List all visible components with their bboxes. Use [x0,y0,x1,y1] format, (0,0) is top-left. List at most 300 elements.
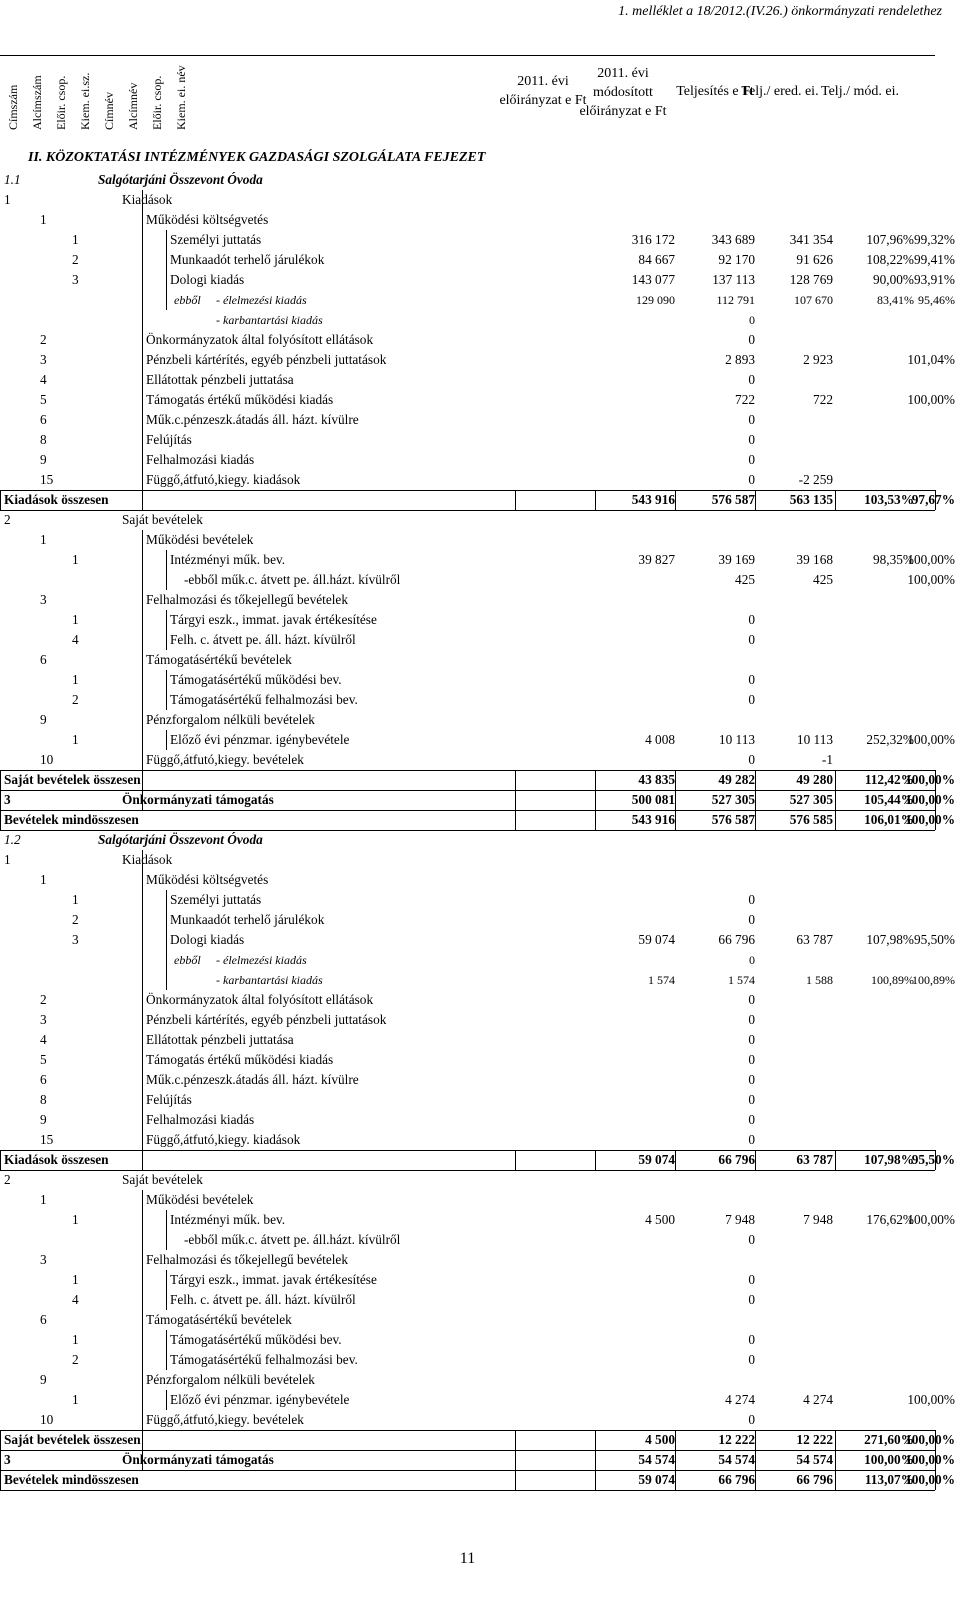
table-rule [0,1490,935,1491]
row-eredeti: 4 500 [645,1432,675,1447]
table-gridline [142,530,143,810]
table-row [0,250,955,270]
row-eloir-csop: 10 [40,1412,54,1427]
row-label: Felhalmozási és tőkejellegű bevételek [146,1252,348,1267]
row-eloir-csop: 1 [40,212,47,227]
table-row [0,490,955,510]
row-eloir-csop: 9 [40,452,47,467]
row-modositott: 39 169 [718,552,755,567]
table-row [0,1110,935,1130]
row-modositott: 66 796 [718,932,755,947]
row-label: Bevételek mindösszesen [4,812,139,827]
row-label: Támogatásértékű működési bev. [170,1332,342,1347]
table-row [0,770,955,790]
table-rule [0,1150,935,1151]
table-row [0,1450,955,1470]
row-telj-ered: 252,32% [866,732,914,747]
table-gridline [142,850,143,1170]
table-row [0,1390,955,1410]
table-gridline [835,770,836,830]
row-eloir-csop: 15 [40,1132,54,1147]
table-row [0,450,935,470]
row-eloir-csop: 9 [40,712,47,727]
row-label: Saját bevételek összesen [4,772,141,787]
table-gridline [755,490,756,510]
row-teljesites: -1 [821,752,833,767]
row-kiem-ei-sz: 2 [72,1352,79,1367]
table-row [0,410,935,430]
row-kiem-ei-sz: 2 [72,912,79,927]
row-cimszam: 1.2 [4,832,21,847]
table-row [0,870,935,890]
table-gridline [755,1150,756,1170]
row-modositott: 0 [748,992,755,1007]
row-modositott: 0 [748,632,755,647]
row-eredeti: 54 574 [638,1452,675,1467]
table-row [0,1070,935,1090]
row-telj-ered: 112,42% [864,772,914,787]
header-cimnev: Címnév [102,92,116,130]
row-title: Saját bevételek [122,1172,203,1187]
table-gridline [755,1430,756,1490]
table-row [0,210,935,230]
row-title: Önkormányzati támogatás [122,792,274,807]
row-telj-mod: 99,32% [914,232,955,247]
row-teljesites: 12 222 [796,1432,833,1447]
table-row [0,1470,955,1490]
row-modositott: 112 791 [716,293,755,307]
row-modositott: 66 796 [718,1152,755,1167]
row-modositott: 527 305 [711,792,755,807]
row-title: Salgótarjáni Összevont Óvoda [98,172,263,187]
row-eredeti: 316 172 [631,232,675,247]
row-label: Felújítás [146,432,192,447]
row-modositott: 0 [748,1012,755,1027]
row-eloir-csop: 5 [40,392,47,407]
header-alcimszam: Alcímszám [30,75,44,130]
table-row [0,1010,935,1030]
row-modositott: 1 574 [728,973,755,987]
table-rule [0,490,935,491]
row-label: - karbantartási kiadás [216,313,323,327]
row-teljesites: -2 259 [798,472,833,487]
row-label: Önkormányzatok által folyósított ellátások [146,332,374,347]
row-title: Salgótarjáni Összevont Óvoda [98,832,263,847]
table-row [0,1330,935,1350]
header-kiem-ei-nev: Kiem. ei. név [174,65,188,130]
row-title: Kiadások [122,192,173,207]
table-gridline [935,490,936,510]
row-label: - élelmezési kiadás [216,953,307,967]
row-telj-ered: 107,98% [864,1152,914,1167]
header-eloir-csop: Előir. csop. [54,75,68,130]
table-gridline [0,1430,1,1490]
row-label: Függő,átfutó,kiegy. bevételek [146,1412,304,1427]
table-row [0,850,935,870]
table-row [0,670,935,690]
row-label: Bevételek mindösszesen [4,1472,139,1487]
row-eloir-csop: 5 [40,1052,47,1067]
table-rule [0,1430,935,1431]
row-modositott: 0 [748,1132,755,1147]
table-row [0,390,955,410]
table-row [0,610,935,630]
row-label: Támogatásértékű működési bev. [170,672,342,687]
row-modositott: 0 [749,953,755,967]
table-gridline [755,770,756,830]
document-title: 1. melléklet a 18/2012.(IV.26.) önkormányzati rendelethez [618,4,942,19]
row-modositott: 0 [748,412,755,427]
table-gridline [166,670,167,710]
row-ebbol-label: ebből [174,293,201,307]
row-modositott: 0 [749,313,755,327]
row-eloir-csop: 3 [40,1252,47,1267]
row-kiem-ei-sz: 2 [72,692,79,707]
table-gridline [675,490,676,510]
row-modositott: 425 [735,572,755,587]
row-telj-mod: 95,50% [911,1152,955,1167]
row-label: Munkaadót terhelő járulékok [170,252,325,267]
table-gridline [935,1150,936,1170]
header-cimszam: Címszám [6,84,20,130]
row-label: Támogatásértékű felhalmozási bev. [170,692,358,707]
row-label: Munkaadót terhelő járulékok [170,912,325,927]
row-teljesites: 66 796 [796,1472,833,1487]
row-eloir-csop: 10 [40,752,54,767]
row-modositott: 722 [735,392,755,407]
row-eloir-csop: 3 [40,592,47,607]
row-teljesites: 63 787 [796,932,833,947]
row-label: Függő,átfutó,kiegy. bevételek [146,752,304,767]
row-eloir-csop: 1 [40,1192,47,1207]
row-label: Dologi kiadás [170,272,245,287]
row-telj-mod: 100,00% [907,572,955,587]
table-gridline [142,1190,143,1470]
table-row [0,930,955,950]
row-cimszam: 1.1 [4,172,21,187]
table-row [0,1230,935,1250]
row-modositott: 54 574 [718,1452,755,1467]
row-eredeti: 59 074 [638,1472,675,1487]
row-cimszam: 3 [4,792,11,807]
row-label: Önkormányzatok által folyósított ellátások [146,992,374,1007]
row-modositott: 0 [748,892,755,907]
header-kiem-ei-sz: Kiem. ei.sz. [78,72,92,130]
row-modositott: 2 893 [725,352,755,367]
row-teljesites: 91 626 [796,252,833,267]
table-gridline [166,610,167,650]
row-label: Működési bevételek [146,1192,254,1207]
table-rule [0,810,935,811]
table-gridline [166,230,167,310]
row-eredeti: 500 081 [631,792,675,807]
row-label: Függő,átfutó,kiegy. kiadások [146,472,301,487]
row-eloir-csop: 8 [40,432,47,447]
table-gridline [515,1150,516,1170]
row-teljesites: 7 948 [803,1212,833,1227]
table-row [0,950,935,970]
row-kiem-ei-sz: 1 [72,232,79,247]
row-eloir-csop: 2 [40,332,47,347]
table-gridline [166,1330,167,1370]
row-eloir-csop: 6 [40,652,47,667]
row-telj-ered: 98,35% [873,552,914,567]
table-row [0,630,935,650]
row-label: Támogatás értékű működési kiadás [146,392,334,407]
row-kiem-ei-sz: 4 [72,1292,79,1307]
row-label: Ellátottak pénzbeli juttatása [146,1032,294,1047]
row-teljesites: 425 [813,572,833,587]
row-label: Műk.c.pénzeszk.átadás áll. házt. kívülre [146,1072,359,1087]
row-label: -ebből műk.c. átvett pe. áll.házt. kívülről [184,572,401,587]
row-modositott: 10 113 [718,732,755,747]
table-row [0,290,955,310]
row-eloir-csop: 4 [40,1032,47,1047]
table-gridline [675,770,676,830]
row-modositott: 0 [748,1272,755,1287]
table-row [0,650,935,670]
row-cimszam: 3 [4,1452,11,1467]
table-gridline [166,1390,167,1410]
table-rule [0,510,935,511]
row-eloir-csop: 3 [40,1012,47,1027]
row-label: Működési költségvetés [146,872,269,887]
row-teljesites: 527 305 [789,792,833,807]
row-telj-ered: 100,00% [864,1452,914,1467]
row-label: Kiadások összesen [4,1152,109,1167]
row-eloir-csop: 2 [40,992,47,1007]
table-gridline [0,770,1,830]
table-row [0,1370,935,1390]
row-modositott: 92 170 [718,252,755,267]
row-teljesites: 4 274 [803,1392,833,1407]
row-label: Felh. c. átvett pe. áll. házt. kívülről [170,1292,356,1307]
table-row [0,690,935,710]
table-row [0,730,955,750]
table-gridline [935,1430,936,1490]
row-telj-ered: 106,01% [864,812,914,827]
row-teljesites: 128 769 [789,272,833,287]
table-row [0,1270,935,1290]
header-eredeti-eloiranyzat: 2011. évi előirányzat e Ft [499,74,587,108]
row-label: Intézményi műk. bev. [170,1212,286,1227]
table-gridline [515,1430,516,1490]
table-row [0,550,955,570]
table-row [0,1350,935,1370]
row-telj-mod: 100,00% [907,552,955,567]
row-telj-mod: 100,00% [905,812,955,827]
row-kiem-ei-sz: 1 [72,1272,79,1287]
table-gridline [595,1430,596,1490]
table-row [0,230,955,250]
row-teljesites: 1 588 [806,973,833,987]
row-modositott: 0 [748,1052,755,1067]
table-row [0,470,935,490]
table-row [0,1190,935,1210]
row-label: - karbantartási kiadás [216,973,323,987]
row-telj-mod: 95,50% [914,932,955,947]
row-kiem-ei-sz: 1 [72,552,79,567]
table-rule [0,790,935,791]
table-row [0,570,955,590]
table-gridline [166,730,167,750]
table-row [0,890,935,910]
table-row [0,790,955,810]
row-telj-mod: 100,00% [905,792,955,807]
row-modositott: 0 [748,912,755,927]
row-telj-mod: 100,89% [912,973,955,987]
table-row [0,350,955,370]
row-modositott: 0 [748,1072,755,1087]
table-gridline [166,1210,167,1250]
row-kiem-ei-sz: 1 [72,1212,79,1227]
row-telj-ered: 108,22% [866,252,914,267]
row-telj-mod: 93,91% [914,272,955,287]
table-row [0,970,955,990]
row-eloir-csop: 9 [40,1112,47,1127]
row-label: Előző évi pénzmar. igénybevétele [170,732,350,747]
table-row [0,1210,955,1230]
row-eredeti: 543 916 [631,492,675,507]
row-label: Működési költségvetés [146,212,269,227]
row-telj-ered: 107,96% [866,232,914,247]
row-label: Kiadások összesen [4,492,109,507]
row-eloir-csop: 1 [40,532,47,547]
row-label: Pénzforgalom nélküli bevételek [146,712,315,727]
table-gridline [595,1150,596,1170]
row-telj-mod: 97,67% [911,492,955,507]
row-eloir-csop: 8 [40,1092,47,1107]
row-telj-ered: 103,53% [864,492,914,507]
row-modositott: 66 796 [718,1472,755,1487]
row-eredeti: 143 077 [631,272,675,287]
row-eredeti: 4 008 [645,732,675,747]
table-row [0,1410,935,1430]
table-row [0,270,955,290]
row-kiem-ei-sz: 2 [72,252,79,267]
table-row [0,330,935,350]
header-teljesites: Teljesítés e Ft [676,84,754,99]
row-kiem-ei-sz: 1 [72,612,79,627]
row-modositott: 0 [748,452,755,467]
row-label: Felhalmozási kiadás [146,1112,255,1127]
table-row [0,830,935,850]
table-gridline [835,490,836,510]
table-row [0,1430,955,1450]
row-eredeti: 543 916 [631,812,675,827]
table-rule [0,770,935,771]
table-row [0,190,935,210]
row-teljesites: 54 574 [796,1452,833,1467]
row-cimszam: 1 [4,192,11,207]
row-teljesites: 10 113 [796,732,833,747]
row-teljesites: 722 [813,392,833,407]
row-label: Dologi kiadás [170,932,245,947]
row-modositott: 12 222 [718,1432,755,1447]
row-telj-mod: 100,00% [905,1432,955,1447]
table-row [0,590,935,610]
header-modositott-eloiranyzat: 2011. évi módosított előirányzat e Ft [579,66,667,119]
table-row [0,1030,935,1050]
row-cimszam: 2 [4,512,11,527]
table-gridline [142,190,143,510]
row-teljesites: 63 787 [796,1152,833,1167]
row-teljesites: 341 354 [789,232,833,247]
page-number: 11 [459,1550,476,1567]
row-ebbol-label: ebből [174,953,201,967]
row-title: Önkormányzati támogatás [122,1452,274,1467]
table-rule [0,1450,935,1451]
table-gridline [835,1430,836,1490]
row-eloir-csop: 1 [40,872,47,887]
row-eloir-csop: 6 [40,1312,47,1327]
row-telj-ered: 105,44% [864,792,914,807]
row-label: Felújítás [146,1092,192,1107]
row-modositott: 0 [748,1032,755,1047]
row-eredeti: 84 667 [638,252,675,267]
row-modositott: 0 [748,332,755,347]
row-teljesites: 39 168 [796,552,833,567]
row-kiem-ei-sz: 1 [72,1392,79,1407]
row-telj-mod: 100,00% [905,772,955,787]
row-teljesites: 49 280 [796,772,833,787]
row-label: Tárgyi eszk., immat. javak értékesítése [170,1272,377,1287]
table-row [0,530,935,550]
row-modositott: 0 [748,752,755,767]
row-modositott: 0 [748,1412,755,1427]
row-label: -ebből műk.c. átvett pe. áll.házt. kívülről [184,1232,401,1247]
row-teljesites: 107 670 [794,293,833,307]
row-label: Támogatásértékű bevételek [146,1312,292,1327]
table-rule [0,1170,935,1171]
row-kiem-ei-sz: 4 [72,632,79,647]
row-teljesites: 576 585 [789,812,833,827]
table-row [0,1090,935,1110]
row-kiem-ei-sz: 1 [72,732,79,747]
table-row [0,310,935,330]
row-modositott: 0 [748,1232,755,1247]
row-label: Pénzbeli kártérítés, egyéb pénzbeli juttatások [146,1012,387,1027]
row-title: Saját bevételek [122,512,203,527]
row-eloir-csop: 3 [40,352,47,367]
row-label: Pénzforgalom nélküli bevételek [146,1372,315,1387]
table-row [0,1310,935,1330]
row-kiem-ei-sz: 1 [72,1332,79,1347]
row-telj-ered: 107,98% [866,932,914,947]
row-modositott: 0 [748,1092,755,1107]
row-eloir-csop: 4 [40,372,47,387]
table-row [0,510,935,530]
header-eloir-csop-2: Előir. csop. [150,75,164,130]
row-telj-mod: 100,00% [907,1392,955,1407]
table-gridline [595,490,596,510]
table-row [0,1250,935,1270]
row-title: Kiadások [122,852,173,867]
row-label: Pénzbeli kártérítés, egyéb pénzbeli juttatások [146,352,387,367]
row-eloir-csop: 6 [40,1072,47,1087]
row-telj-ered: 113,07% [864,1472,914,1487]
row-teljesites: 2 923 [803,352,833,367]
row-label: Működési bevételek [146,532,254,547]
row-telj-ered: 100,89% [871,973,914,987]
row-eredeti: 59 074 [638,932,675,947]
row-label: Személyi juttatás [170,232,262,247]
table-row [0,1130,935,1150]
row-telj-mod: 100,00% [905,1472,955,1487]
row-modositott: 0 [748,432,755,447]
row-eredeti: 129 090 [636,293,675,307]
row-label: Saját bevételek összesen [4,1432,141,1447]
